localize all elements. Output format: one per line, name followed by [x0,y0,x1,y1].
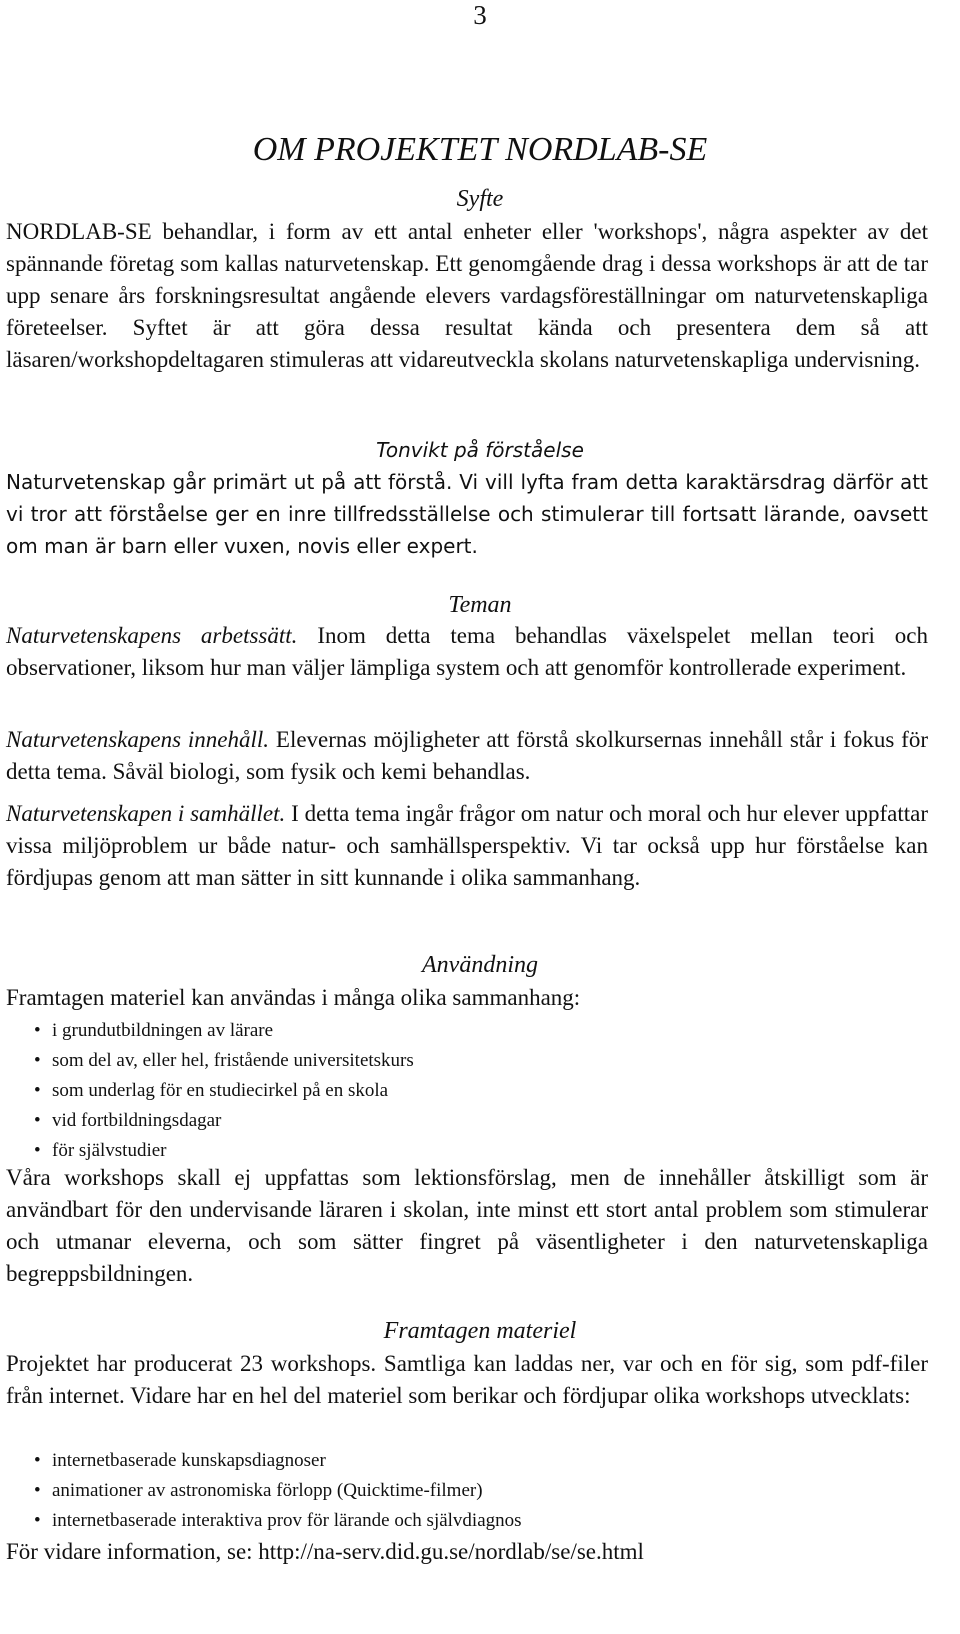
list-item: • vid fortbildningsdagar [34,1106,914,1136]
paragraph-theme-innehall [6,724,928,788]
list-item: • internetbaserade kunskapsdiagnoser [34,1446,914,1476]
list-item: • i grundutbildningen av lärare [34,1016,914,1046]
paragraph-framtagen-intro: Projektet har producerat 23 workshops. Samtliga kan laddas ner, var och en för sig, som pdf-filer från internet. Vidare har en hel del materiel som berikar och fördjupar olika workshops utvecklats: [6,1351,928,1408]
paragraph-theme-arbetssatt [6,620,928,684]
paragraph-theme-samhallet [6,798,928,894]
paragraph-anvandning: Våra workshops skall ej uppfattas som lektionsförslag, men de innehåller åtskilligt som är användbart för den undervisande läraren i skolan, inte minst ett stort antal problem som stimulerar och utmanar eleverna, och som sätter fingret på väsentligheter i den naturvetenskapliga begreppsbildningen. [6,1165,928,1286]
bullet-list-anvandning [34,1016,914,1166]
heading-tonvikt: Tonvikt på förståelse [376,438,584,462]
paragraph-tonvikt: Naturvetenskap går primärt ut på att förstå. Vi vill lyfta fram detta karaktärsdrag därför att vi tror att förståelse ger en inre tillfredsställelse och stimulerar till fortsatt lärande, oavsett om man är barn eller vuxen, novis eller expert. [6,470,928,558]
bullet-list-framtagen [34,1446,914,1536]
list-item: • internetbaserade interaktiva prov för lärande och självdiagnos [34,1506,914,1536]
paragraph-syfte: NORDLAB-SE behandlar, i form av ett antal enheter eller 'workshops', några aspekter av det spännande företag som kallas naturvetenskap. Ett genomgående drag i dessa workshops är att de tar upp senare års forskningsresultat angående elevers vardagsföreställningar om naturvetenskapliga företeelser. Syftet är att göra dessa resultat kända och presentera dem så att läsaren/workshopdeltagaren stimuleras att vidareutveckla skolans naturvetenskapliga undervisning. [6,219,928,372]
theme-title: Naturvetenskapens innehåll. [6,727,270,752]
list-item: • som underlag för en studiecirkel på en skola [34,1076,914,1106]
list-item: • för självstudier [34,1136,914,1166]
list-item: • som del av, eller hel, fristående universitetskurs [34,1046,914,1076]
list-item: • animationer av astronomiska förlopp (Quicktime-filmer) [34,1476,914,1506]
paragraph-anvandning-intro: Framtagen materiel kan användas i många olika sammanhang: [6,985,581,1010]
heading-teman: Teman [448,592,512,618]
heading-framtagen: Framtagen materiel [383,1318,577,1344]
heading-syfte: Syfte [456,186,504,212]
page-title: OM PROJEKTET NORDLAB-SE [252,131,708,168]
theme-text: I detta tema ingår frågor om natur och moral och hur elever uppfattar vissa miljöproblem ur både natur- och samhällsperspektiv. Vi tar också upp hur förståelse kan fördjupas genom att man sätter in sitt kunnande i olika sammanhang. [6,801,929,890]
theme-text: Elevernas möjligheter att förstå skolkursernas innehåll står i fokus för detta tema. Såväl biologi, som fysik och kemi behandlas. [6,727,928,784]
footer-info-link: För vidare information, se: http://na-serv.did.gu.se/nordlab/se/se.html [6,1539,644,1564]
theme-title: Naturvetenskapens arbetssätt. [6,623,298,648]
theme-text: Inom detta tema behandlas växelspelet mellan teori och observationer, liksom hur man väljer lämpliga system och att genomför kontrollerade experiment. [6,623,929,680]
heading-anvandning: Användning [422,952,538,978]
theme-title: Naturvetenskapen i samhället. [6,801,286,826]
page-number: 3 [473,0,487,30]
